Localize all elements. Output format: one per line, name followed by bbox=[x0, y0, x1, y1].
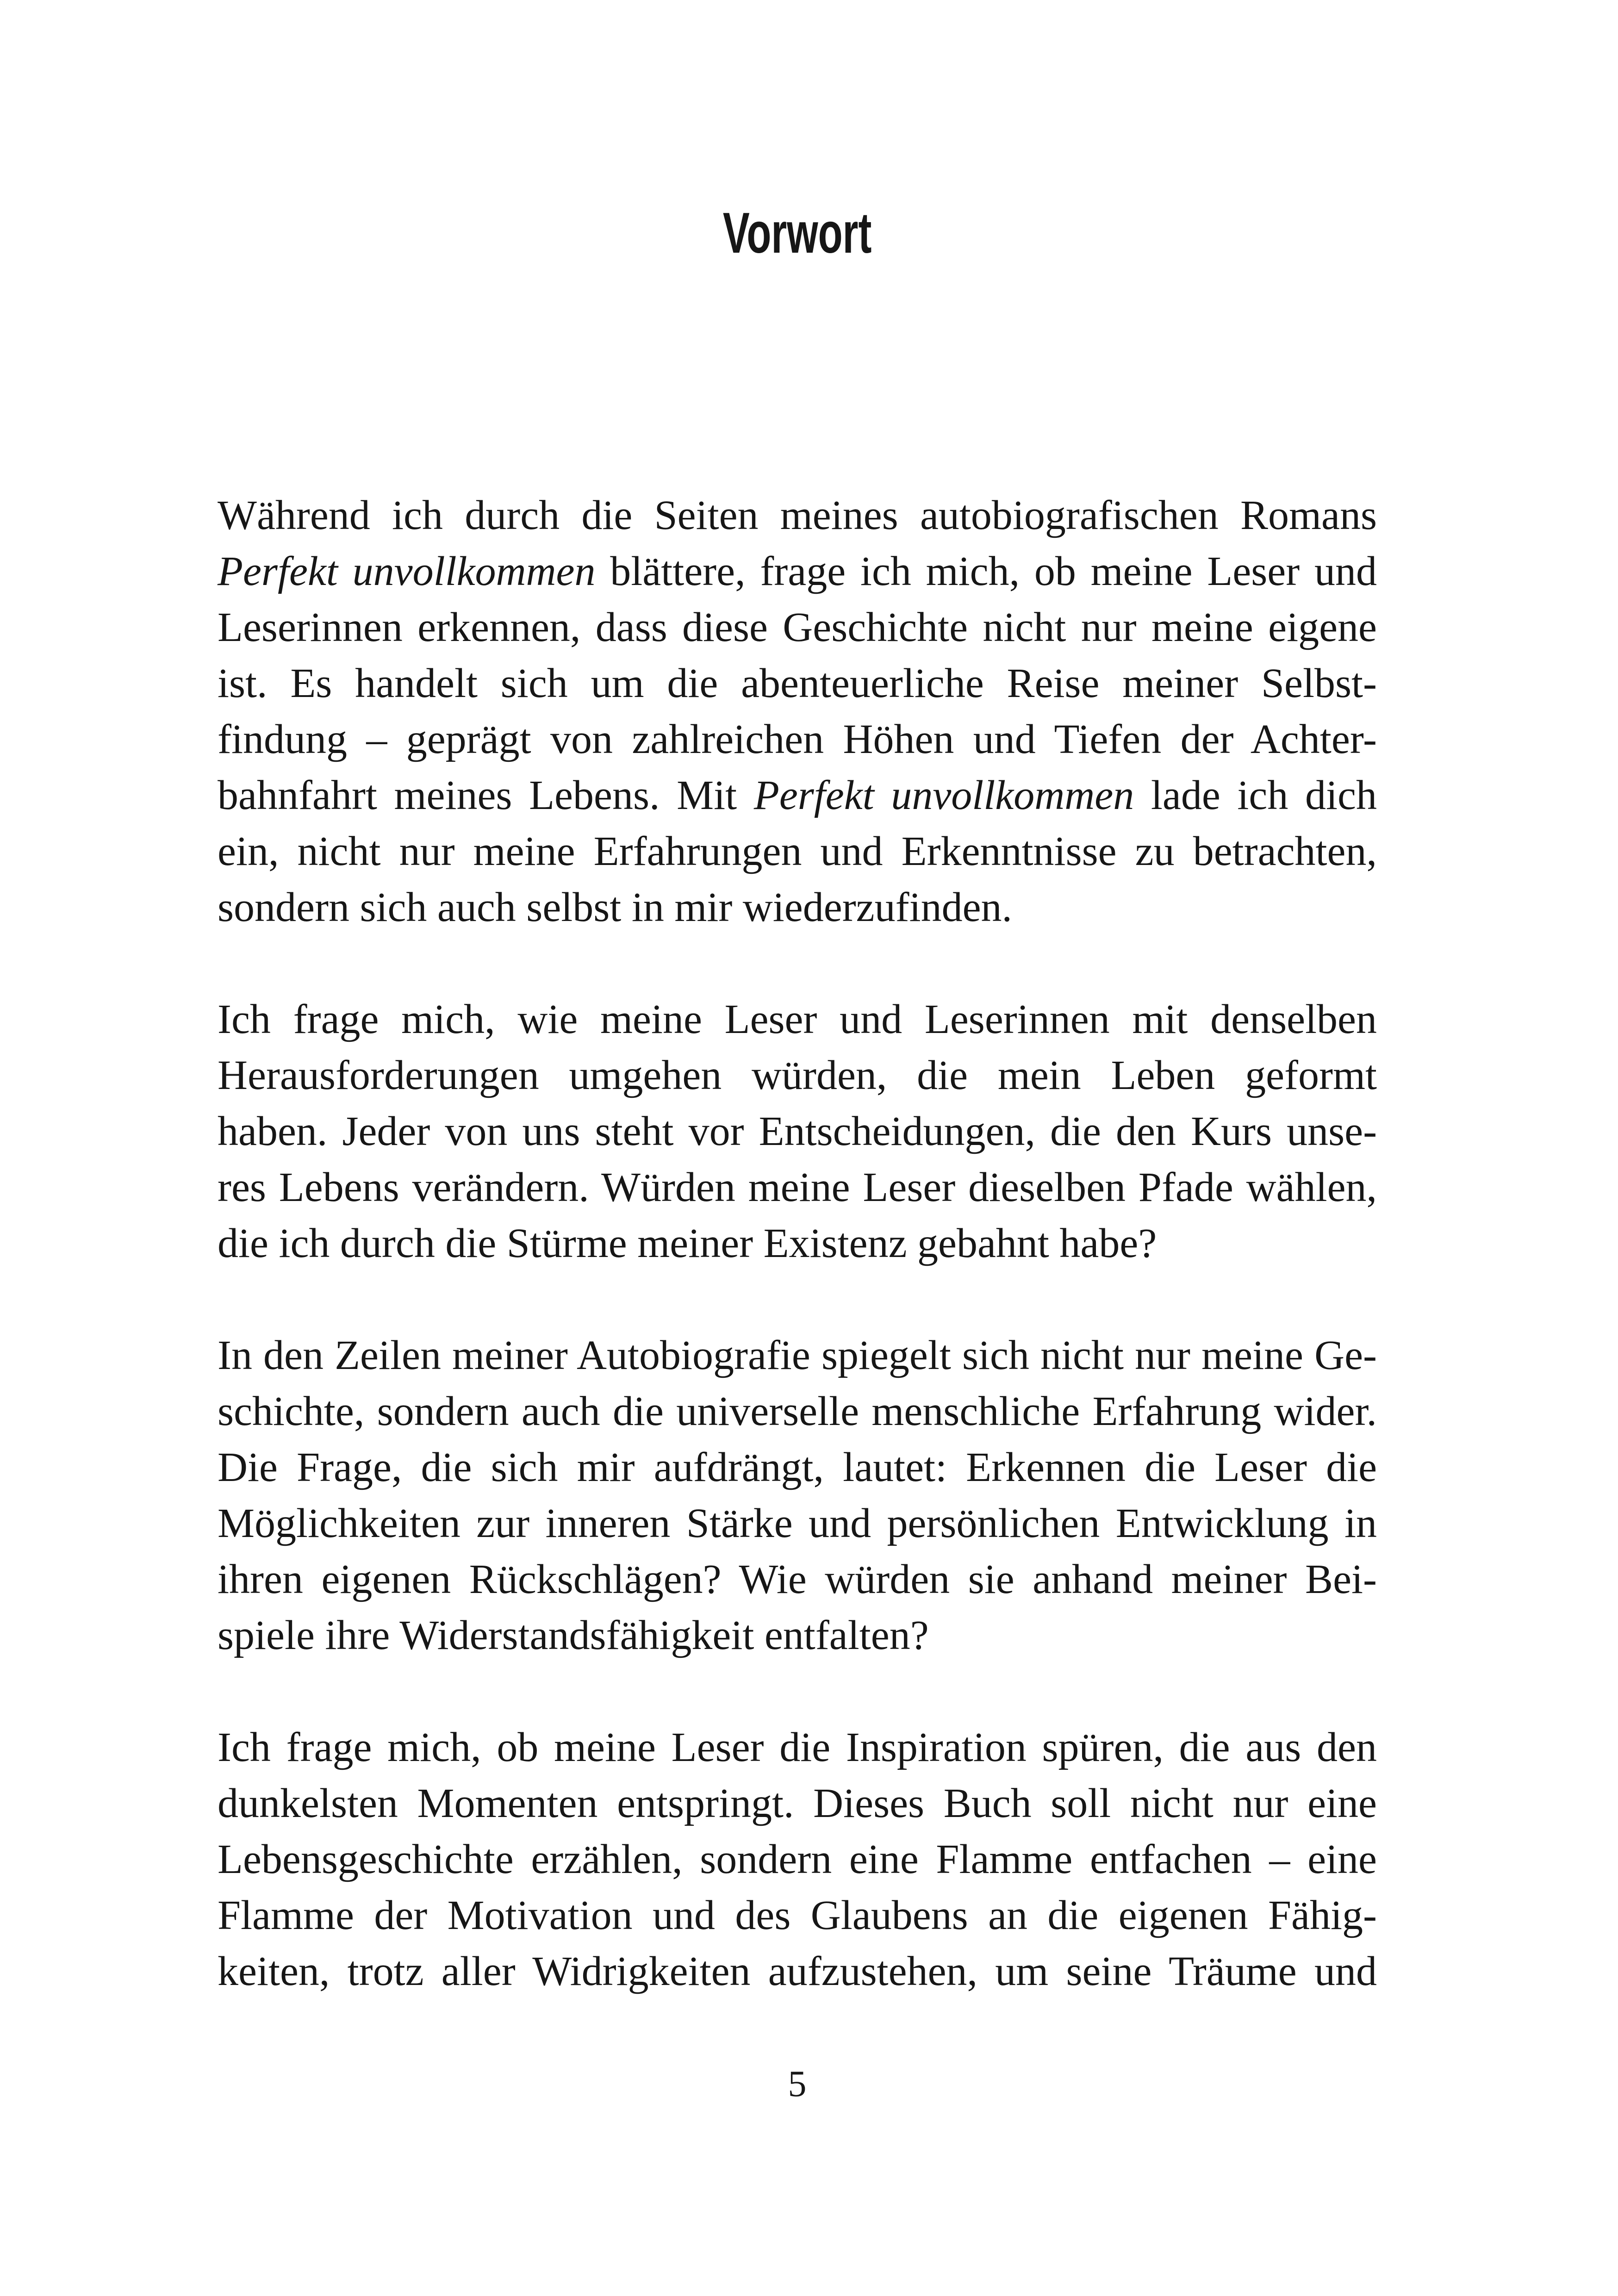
text-line-runs bbox=[218, 991, 1377, 1047]
text-run: findung – geprägt von zahlreichen Höhen und Tiefen der Achter- bbox=[218, 716, 1377, 762]
text-line bbox=[218, 1831, 1377, 1887]
text-run: Flamme der Motivation und des Glaubens an die eigenen Fähig- bbox=[218, 1892, 1377, 1938]
text-line-runs bbox=[218, 823, 1377, 879]
text-line-runs bbox=[218, 1439, 1377, 1495]
chapter-title bbox=[218, 201, 1377, 265]
italic-book-title: Perfekt unvollkommen bbox=[753, 772, 1134, 818]
text-line bbox=[218, 767, 1377, 823]
text-run: Ich frage mich, ob meine Leser die Inspiration spüren, die aus den bbox=[218, 1724, 1377, 1770]
text-run: Die Frage, die sich mir aufdrängt, lautet: Erkennen die Leser die bbox=[218, 1444, 1377, 1490]
text-run: haben. Jeder von uns steht vor Entscheidungen, die den Kurs unse- bbox=[218, 1108, 1377, 1154]
text-line-runs bbox=[218, 1327, 1377, 1383]
text-line-runs bbox=[218, 1887, 1377, 1943]
text-line-runs bbox=[218, 1047, 1377, 1103]
text-run: res Lebens verändern. Würden meine Leser dieselben Pfade wählen, bbox=[218, 1164, 1377, 1210]
text-line bbox=[218, 823, 1377, 879]
text-run: bahnfahrt meines Lebens. Mit bbox=[218, 772, 754, 818]
text-run: sondern sich auch selbst in mir wiederzufinden. bbox=[218, 884, 1013, 930]
text-line bbox=[218, 1551, 1377, 1607]
text-run: spiele ihre Widerstandsfähigkeit entfalten? bbox=[218, 1612, 929, 1658]
text-line-runs bbox=[218, 1103, 1377, 1159]
text-line-runs bbox=[218, 1831, 1377, 1887]
text-line bbox=[218, 1719, 1377, 1775]
text-line-runs bbox=[218, 1607, 929, 1663]
text-run: die ich durch die Stürme meiner Existenz gebahnt habe? bbox=[218, 1220, 1157, 1266]
text-run: Leserinnen erkennen, dass diese Geschichte nicht nur meine eigene bbox=[218, 604, 1377, 650]
text-line-runs bbox=[218, 1719, 1377, 1775]
text-line bbox=[218, 1047, 1377, 1103]
text-line-runs bbox=[218, 1495, 1377, 1551]
text-run: Herausforderungen umgehen würden, die mein Leben geformt bbox=[218, 1052, 1377, 1098]
page-number: 5 bbox=[788, 2064, 807, 2104]
text-line bbox=[218, 599, 1377, 655]
text-line-runs bbox=[218, 767, 1377, 823]
text-run: dunkelsten Momenten entspringt. Dieses Buch soll nicht nur eine bbox=[218, 1780, 1377, 1826]
text-line-runs bbox=[218, 655, 1377, 711]
text-line-runs bbox=[218, 711, 1377, 767]
text-run: In den Zeilen meiner Autobiografie spiegelt sich nicht nur meine Ge- bbox=[218, 1332, 1377, 1378]
text-line-runs bbox=[218, 879, 1012, 935]
text-line-runs bbox=[218, 1943, 1377, 1999]
text-run: ist. Es handelt sich um die abenteuerliche Reise meiner Selbst- bbox=[218, 660, 1377, 706]
text-line bbox=[218, 1159, 1377, 1215]
text-line bbox=[218, 1775, 1377, 1831]
text-line-runs bbox=[218, 1775, 1377, 1831]
text-line bbox=[218, 1439, 1377, 1495]
text-line bbox=[218, 1495, 1377, 1551]
body-text bbox=[218, 487, 1377, 1999]
text-line-runs bbox=[218, 1383, 1377, 1439]
text-line bbox=[218, 1607, 1377, 1663]
text-line bbox=[218, 1103, 1377, 1159]
text-run: schichte, sondern auch die universelle menschliche Erfahrung wider. bbox=[218, 1388, 1377, 1434]
paragraph bbox=[218, 1719, 1377, 1999]
text-line bbox=[218, 655, 1377, 711]
text-line-runs bbox=[218, 543, 1377, 599]
text-run: ihren eigenen Rückschlägen? Wie würden sie anhand meiner Bei- bbox=[218, 1556, 1377, 1602]
text-run: lade ich dich bbox=[1134, 772, 1377, 818]
text-line-runs bbox=[218, 1215, 1157, 1271]
text-line-runs bbox=[218, 1551, 1377, 1607]
text-line bbox=[218, 711, 1377, 767]
paragraph bbox=[218, 991, 1377, 1271]
paragraph bbox=[218, 487, 1377, 935]
text-run: Möglichkeiten zur inneren Stärke und persönlichen Entwicklung in bbox=[218, 1500, 1377, 1546]
text-line bbox=[218, 543, 1377, 599]
text-line bbox=[218, 1943, 1377, 1999]
text-run: Während ich durch die Seiten meines autobiografischen Romans bbox=[218, 492, 1377, 538]
text-line bbox=[218, 879, 1377, 935]
text-line bbox=[218, 1327, 1377, 1383]
text-run: Ich frage mich, wie meine Leser und Leserinnen mit denselben bbox=[218, 996, 1377, 1042]
text-line-runs bbox=[218, 599, 1377, 655]
text-line bbox=[218, 991, 1377, 1047]
chapter-title-text: Vorwort bbox=[722, 201, 872, 265]
italic-book-title: Perfekt unvollkommen bbox=[218, 548, 596, 594]
paragraph bbox=[218, 1327, 1377, 1663]
text-run: ein, nicht nur meine Erfahrungen und Erkenntnisse zu betrachten, bbox=[218, 828, 1377, 874]
text-line-runs bbox=[218, 487, 1377, 543]
text-line bbox=[218, 1887, 1377, 1943]
text-run: Lebensgeschichte erzählen, sondern eine Flamme entfachen – eine bbox=[218, 1836, 1377, 1882]
text-line bbox=[218, 1215, 1377, 1271]
text-run: blättere, frage ich mich, ob meine Leser und bbox=[595, 548, 1377, 594]
text-line-runs bbox=[218, 1159, 1377, 1215]
text-run: keiten, trotz aller Widrigkeiten aufzustehen, um seine Träume und bbox=[218, 1948, 1377, 1994]
text-line bbox=[218, 487, 1377, 543]
text-line bbox=[218, 1383, 1377, 1439]
